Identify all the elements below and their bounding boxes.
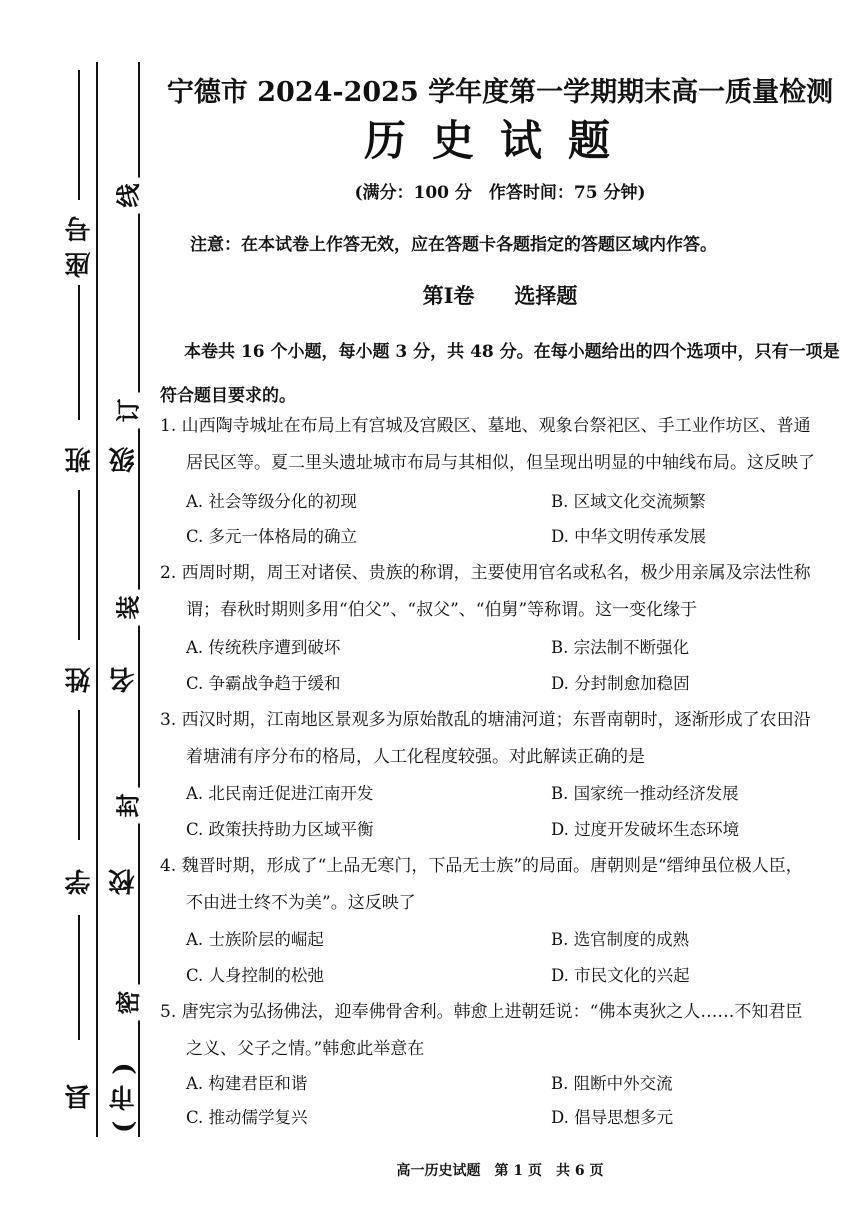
q1-option-d[interactable]: D. 中华文明传承发展 — [551, 527, 707, 546]
seat-label: 座号 — [65, 206, 95, 279]
q3-option-c[interactable]: C. 政策扶持助力区域平衡 — [186, 820, 374, 839]
section-instructions — [160, 330, 840, 418]
question-3 — [160, 702, 830, 776]
question-stem: 4. 魏晋时期，形成了“上品无寒门，下品无士族”的局面。唐朝则是“缙绅虽位极人臣， — [160, 856, 803, 876]
school-label: 学校 — [65, 859, 139, 896]
question-stem-cont: 居民区等。夏二里头遗址城市布局与其相似，但呈现出明显的中轴线布局。这反映了 — [186, 453, 815, 473]
q2-option-b[interactable]: B. 宗法制不断强化 — [551, 638, 690, 657]
question-stem: 1. 山西陶寺城址在布局上有宫城及宫殿区、墓地、观象台祭祀区、手工业作坊区、普通 — [160, 416, 811, 436]
question-stem: 5. 唐宪宗为弘扬佛法，迎奉佛骨舍利。韩愈上进朝廷说：“佛本夷狄之人……不知君臣 — [160, 1002, 803, 1022]
q4-option-a[interactable]: A. 士族阶层的崛起 — [186, 930, 324, 949]
question-stem-cont: 谓；春秋时期则多用“伯父”、“叔父”、“伯舅”等称谓。这一变化缘于 — [186, 600, 698, 620]
seal-char-feng: 封 — [109, 788, 144, 824]
seal-char-ding: 订 — [109, 393, 144, 429]
exam-notice: 注意：在本试卷上作答无效，应在答题卡各题指定的答题区域内作答。 — [190, 235, 717, 255]
q4-option-d[interactable]: D. 市民文化的兴起 — [551, 966, 690, 985]
question-stem-cont: 不由进士终不为美”。这反映了 — [186, 893, 416, 913]
q3-option-b[interactable]: B. 国家统一推动经济发展 — [551, 784, 739, 803]
question-stem-cont: 着塘浦有序分布的格局，人工化程度较强。对此解读正确的是 — [186, 747, 645, 767]
q5-option-d[interactable]: D. 倡导思想多元 — [551, 1108, 674, 1127]
instructions-line-2: 符合题目要求的。 — [160, 386, 296, 406]
seal-char-xian: 线 — [109, 178, 144, 214]
q4-option-b[interactable]: B. 选官制度的成熟 — [551, 930, 690, 949]
exam-meta: (满分：100 分 作答时间：75 分钟) — [354, 183, 646, 203]
seal-char-mi: 密 — [109, 985, 144, 1021]
q5-option-a[interactable]: A. 构建君臣和谐 — [186, 1074, 308, 1093]
q5-option-c[interactable]: C. 推动儒学复兴 — [186, 1108, 308, 1127]
q2-option-a[interactable]: A. 传统秩序遭到破坏 — [186, 638, 341, 657]
school-fill-line[interactable] — [78, 710, 80, 840]
q5-option-b[interactable]: B. 阻断中外交流 — [551, 1074, 673, 1093]
question-stem: 3. 西汉时期，江南地区景观多为原始散乱的塘浦河道；东晋南朝时，逐渐形成了农田沿 — [160, 710, 811, 730]
page-footer: 高一历史试题 第 1 页 共 6 页 — [396, 1163, 604, 1179]
question-stem-cont: 之义、父子之情。”韩愈此举意在 — [186, 1039, 425, 1059]
q1-option-b[interactable]: B. 区域文化交流频繁 — [551, 492, 706, 511]
question-stem: 2. 西周时期，周王对诸侯、贵族的称谓，主要使用官名或私名，极少用亲属及宗法性称 — [160, 563, 811, 583]
question-1 — [160, 408, 830, 482]
class-fill-line[interactable] — [78, 285, 80, 420]
seat-fill-line[interactable] — [78, 70, 80, 200]
class-label: 班级 — [65, 437, 139, 473]
section-name: 选择题 — [514, 283, 578, 308]
question-5 — [160, 994, 830, 1068]
county-fill-line[interactable] — [78, 915, 80, 1040]
subject-title: 历史试题 — [363, 116, 636, 165]
seal-char-zhuang: 装 — [109, 590, 144, 626]
question-4 — [160, 848, 830, 922]
q1-option-a[interactable]: A. 社会等级分化的初现 — [186, 492, 357, 511]
question-2 — [160, 555, 830, 629]
q1-option-c[interactable]: C. 多元一体格局的确立 — [186, 527, 358, 546]
name-label: 姓名 — [65, 657, 139, 693]
exam-title: 宁德市 2024-2025 学年度第一学期期末高一质量检测 — [166, 77, 834, 108]
name-fill-line[interactable] — [78, 490, 80, 640]
q3-option-a[interactable]: A. 北民南迁促进江南开发 — [186, 784, 374, 803]
q2-option-d[interactable]: D. 分封制愈加稳固 — [551, 674, 690, 693]
section-heading — [150, 280, 850, 310]
q4-option-c[interactable]: C. 人身控制的松弛 — [186, 966, 325, 985]
q3-option-d[interactable]: D. 过度开发破坏生态环境 — [551, 820, 740, 839]
county-label: 县(市) — [65, 1052, 139, 1133]
q2-option-c[interactable]: C. 争霸战争趋于缓和 — [186, 674, 341, 693]
instructions-line-1: 本卷共 16 个小题，每小题 3 分，共 48 分。在每小题给出的四个选项中，只有一项是 — [184, 342, 840, 362]
section-part: 第Ⅰ卷 — [422, 283, 475, 308]
